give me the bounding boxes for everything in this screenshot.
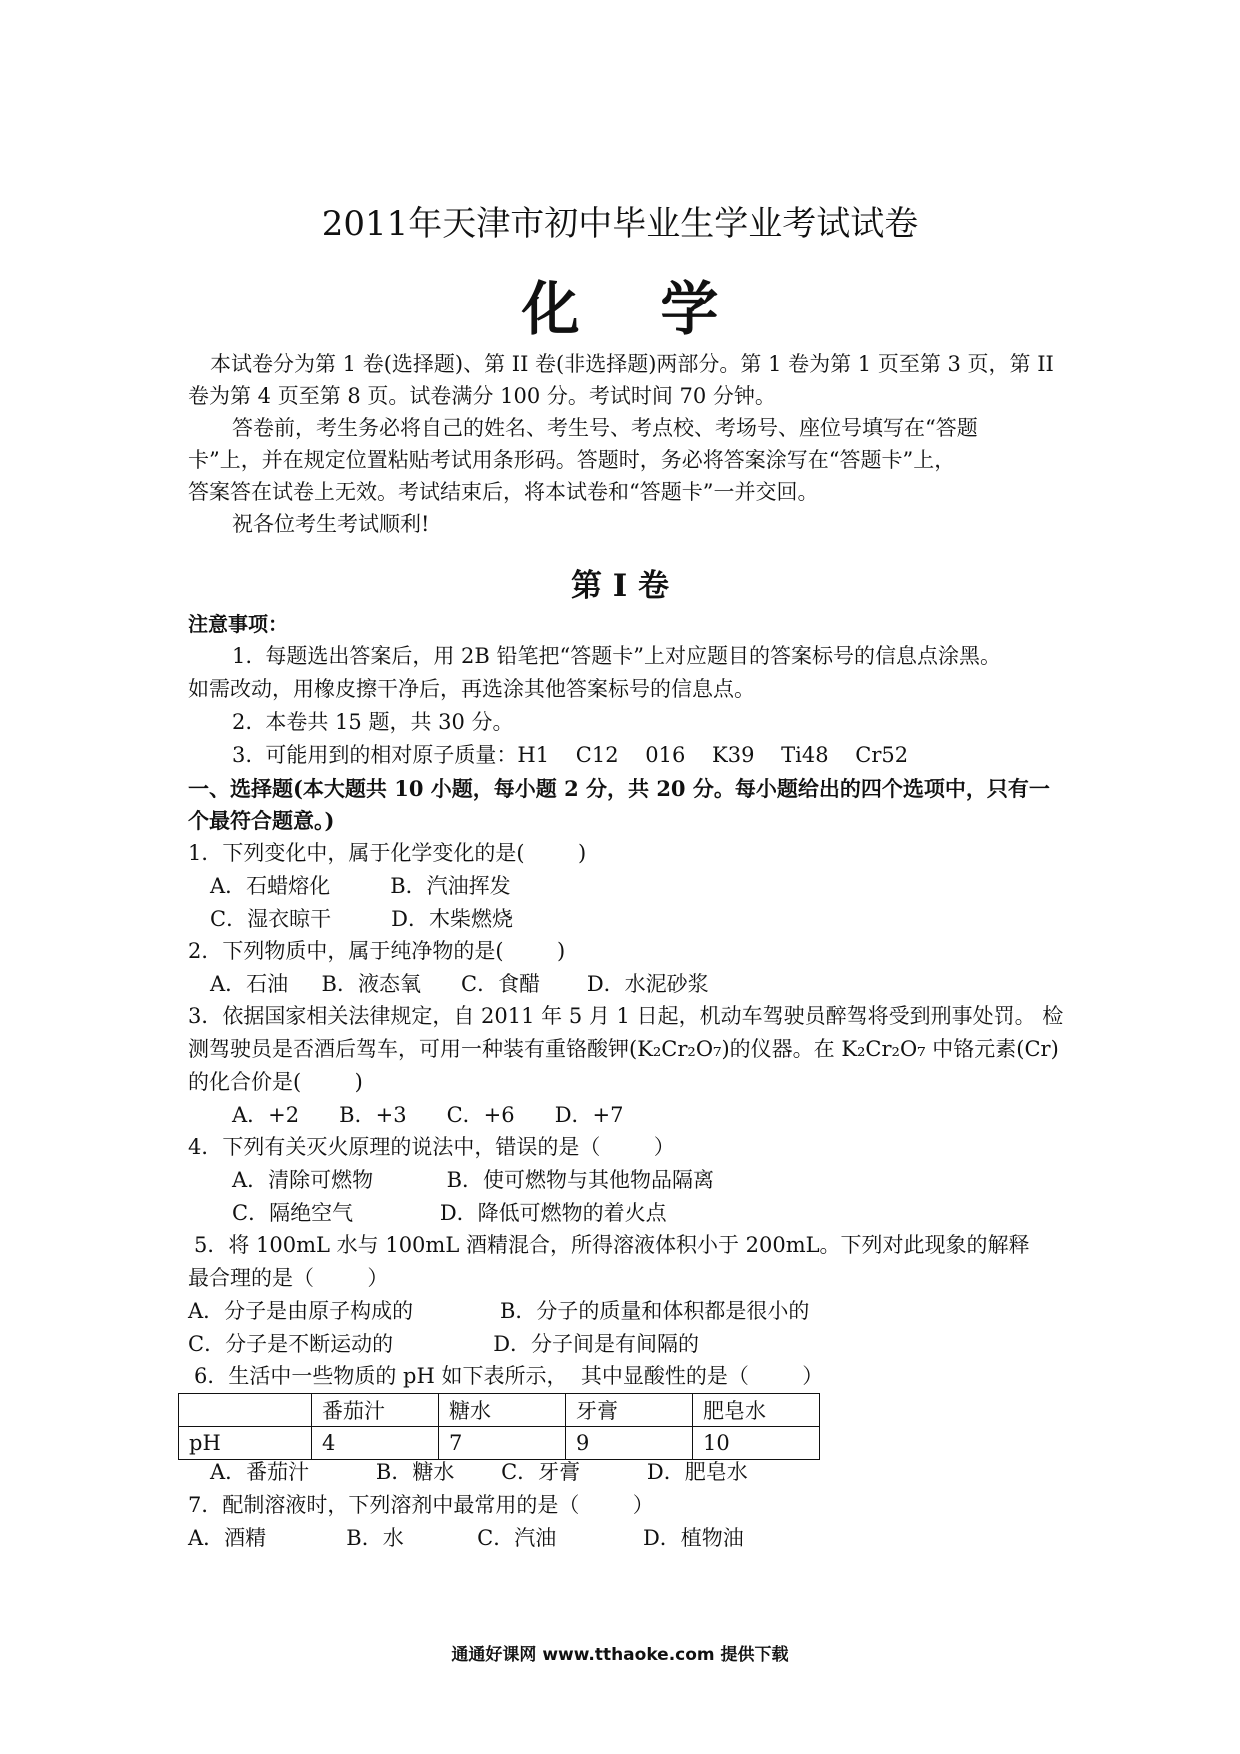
question-3: 的化合价是( ) [188,1070,363,1094]
note-line: 3. 可能用到的相对原子质量：H1 C12 016 K39 Ti48 Cr52 [232,743,909,767]
table-cell: 牙膏 [566,1394,693,1427]
question-options: A．分子是由原子构成的 B．分子的质量和体积都是很小的 [188,1299,810,1323]
question-2: 2．下列物质中，属于纯净物的是( ) [188,939,566,963]
table-cell [179,1394,312,1427]
question-1: 1．下列变化中，属于化学变化的是( ) [188,841,587,865]
table-cell: 糖水 [439,1394,566,1427]
question-3: 测驾驶员是否酒后驾车，可用一种装有重铬酸钾(K₂Cr₂O₇)的仪器。在 K₂Cr₂O₇ 中铬元素(Cr) [188,1037,1059,1061]
question-options: A．清除可燃物 B．使可燃物与其他物品隔离 [232,1168,715,1192]
exam-title: 2011年天津市初中毕业生学业考试试卷 [321,204,919,244]
part-heading: 个最符合题意。) [188,808,335,833]
subject-title: 化 学 [521,275,719,343]
intro-line: 卷为第 4 页至第 8 页。试卷满分 100 分。考试时间 70 分钟。 [188,384,776,408]
question-7: 7．配制溶液时，下列溶剂中最常用的是（ ） [188,1493,654,1517]
question-options: A．番茄汁 B．糖水 C．牙膏 D．肥皂水 [210,1460,748,1484]
note-line: 如需改动，用橡皮擦干净后，再选涂其他答案标号的信息点。 [188,677,755,701]
intro-line: 卡”上，并在规定位置粘贴考试用条形码。答题时，务必将答案涂写在“答题卡”上， [188,448,956,472]
footer-credit: 通通好课网 www.tthaoke.com 提供下载 [451,1645,789,1665]
intro-line: 本试卷分为第 1 卷(选择题)、第 II 卷(非选择题)两部分。第 1 卷为第 1 页至第 3 页，第 II [210,352,1054,376]
question-4: 4．下列有关灭火原理的说法中，错误的是（ ） [188,1135,675,1159]
table-cell: 4 [312,1427,439,1460]
question-options: C．隔绝空气 D．降低可燃物的着火点 [232,1201,667,1225]
question-options: A．酒精 B．水 C．汽油 D．植物油 [188,1526,744,1550]
question-options: C．湿衣晾干 D．木柴燃烧 [210,907,513,931]
question-5: 最合理的是（ ） [188,1266,389,1290]
table-row [179,1427,820,1460]
table-cell: 肥皂水 [693,1394,820,1427]
question-6: 6．生活中一些物质的 pH 如下表所示， 其中显酸性的是（ ） [194,1364,824,1388]
ph-table [178,1393,820,1460]
intro-line: 祝各位考生考试顺利! [232,512,430,536]
question-options: A．石油 B．液态氧 C．食醋 D．水泥砂浆 [210,972,709,996]
intro-line: 答卷前，考生务必将自己的姓名、考生号、考点校、考场号、座位号填写在“答题 [232,416,978,440]
section-title: 第 I 卷 [570,568,670,604]
question-options: A．石蜡熔化 B．汽油挥发 [210,874,511,898]
note-line: 2. 本卷共 15 题，共 30 分。 [232,710,514,734]
question-options: A．+2 B．+3 C．+6 D．+7 [232,1103,624,1127]
question-5: 5．将 100mL 水与 100mL 酒精混合，所得溶液体积小于 200mL。下列对此现象的解释 [194,1233,1030,1257]
note-line: 1. 每题选出答案后，用 2B 铅笔把“答题卡”上对应题目的答案标号的信息点涂黑。 [232,644,1001,668]
part-heading: 一、选择题(本大题共 10 小题，每小题 2 分，共 20 分。每小题给出的四个选项中，只有一 [188,776,1050,801]
table-cell: 7 [439,1427,566,1460]
table-cell: 番茄汁 [312,1394,439,1427]
question-options: C．分子是不断运动的 D．分子间是有间隔的 [188,1332,700,1356]
table-cell: 10 [693,1427,820,1460]
table-cell: 9 [566,1427,693,1460]
table-row [179,1394,820,1427]
question-3: 3．依据国家相关法律规定，自 2011 年 5 月 1 日起，机动车驾驶员醉驾将受到刑事处罚。 检 [188,1004,1064,1028]
intro-line: 答案答在试卷上无效。考试结束后，将本试卷和“答题卡”一并交回。 [188,480,819,504]
notes-heading: 注意事项： [188,612,288,636]
table-cell: pH [179,1427,312,1460]
